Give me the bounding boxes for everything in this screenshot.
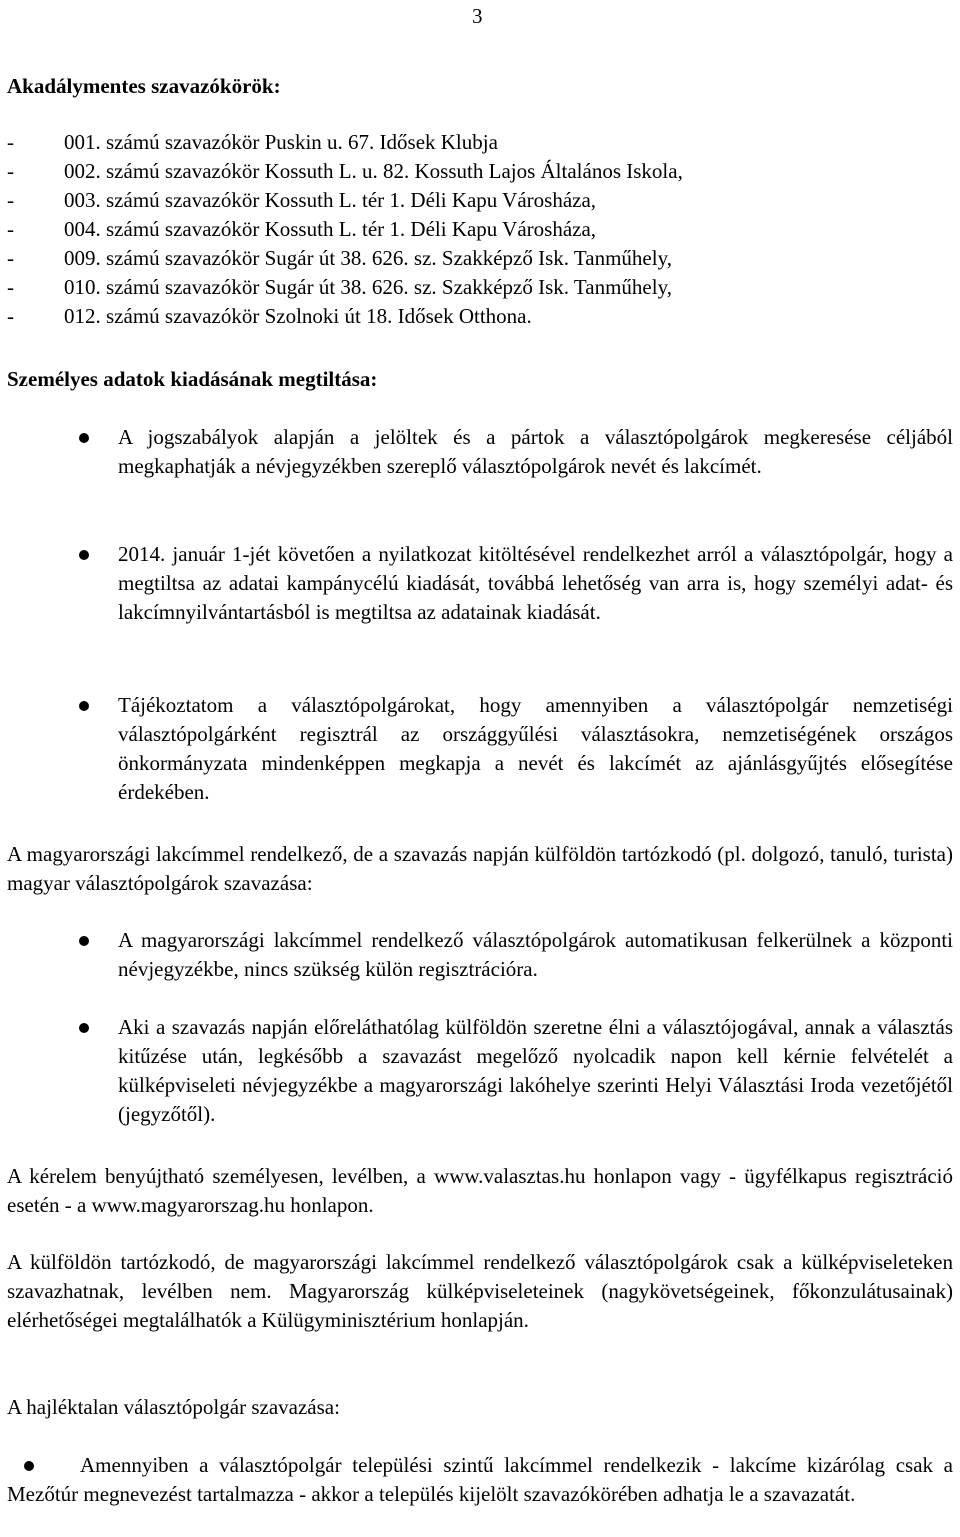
bullet-icon: [79, 1023, 89, 1033]
bullet-icon: [79, 433, 89, 443]
personal-data-heading: Személyes adatok kiadásának megtiltása:: [7, 367, 378, 391]
list-item: - 010. számú szavazókör Sugár út 38. 626. sz. Szakképző Isk. Tanműhely,: [7, 275, 672, 299]
homeless-heading: A hajléktalan választópolgár szavazása:: [7, 1395, 340, 1419]
accessible-heading: Akadálymentes szavazókörök:: [7, 74, 281, 98]
list-item: - 012. számú szavazókör Szolnoki út 18. Idősek Otthona.: [7, 304, 532, 328]
accessible-list: [7, 128, 683, 331]
page-number: 3: [472, 4, 483, 28]
bullet-icon: [79, 550, 89, 560]
homeless-bullet: Amennyiben a választópolgár települési szintű lakcímmel rendelkezik - lakcíme kizárólag csak a Mezőtúr megnevezést tartalmazza - akkor a település kijelölt szavazókörében adhatja le a szavazatát.: [7, 1453, 953, 1506]
list-item: - 004. számú szavazókör Kossuth L. tér 1. Déli Kapu Városháza,: [7, 217, 597, 241]
abroad-bullet-2: Aki a szavazás napján előreláthatólag külföldön szeretne élni a választójogával, annak a választás kitűzése után, legkésőbb a szavazást megelőző nyolcadik napon kell kérnie felvételét a külképviseleti névjegyzékbe a magyarországi lakóhelye szerinti Helyi Választási Iroda vezetőjétől (jegyzőtől).: [118, 1015, 953, 1126]
personal-bullet-1: A jogszabályok alapján a jelöltek és a pártok a választópolgárok megkeresése céljából megkaphatják a névjegyzékben szereplő választópolgárok nevét és lakcímét.: [118, 425, 953, 478]
abroad-intro: A magyarországi lakcímmel rendelkező, de a szavazás napján külföldön tartózkodó (pl. dolgozó, tanuló, turista) magyar választópolgárok szavazása:: [7, 842, 953, 895]
bullet-icon: [79, 701, 89, 711]
list-item: - 001. számú szavazókör Puskin u. 67. Idősek Klubja: [7, 130, 498, 154]
bullet-icon: [79, 936, 89, 946]
request-paragraph: A kérelem benyújtható személyesen, levélben, a www.valasztas.hu honlapon vagy - ügyfélkapus regisztráció esetén - a www.magyarorszag.hu honlapon.: [7, 1164, 953, 1217]
personal-bullet-3: Tájékoztatom a választópolgárokat, hogy amennyiben a választópolgár nemzetiségi választópolgárként regisztrál az országgyűlési választásokra, nemzetiségének országos önkormányzata mindenképpen megkapja a nevét és lakcímét az ajánlásgyűjtés elősegítése érdekében.: [118, 693, 953, 804]
personal-bullet-2: 2014. január 1-jét követően a nyilatkozat kitöltésével rendelkezhet arról a választópolgár, hogy a megtiltsa az adatai kampánycélú kiadását, továbbá lehetőség van arra is, hogy személyi adat- és lakcímnyilvántartásból is megtiltsa az adatainak kiadását.: [118, 542, 953, 624]
abroad-residents-paragraph: A külföldön tartózkodó, de magyarországi lakcímmel rendelkező választópolgárok csak a külképviseleteken szavazhatnak, levélben nem. Magyarország külképviseleteinek (nagykövetségeinek, főkonzulátusainak) elérhetőségei megtalálhatók a Külügyminisztérium honlapján.: [7, 1250, 953, 1332]
list-item: - 002. számú szavazókör Kossuth L. u. 82. Kossuth Lajos Általános Iskola,: [7, 159, 683, 183]
list-item: - 009. számú szavazókör Sugár út 38. 626. sz. Szakképző Isk. Tanműhely,: [7, 246, 672, 270]
list-item: - 003. számú szavazókör Kossuth L. tér 1. Déli Kapu Városháza,: [7, 188, 597, 212]
abroad-bullet-1: A magyarországi lakcímmel rendelkező választópolgárok automatikusan felkerülnek a központi névjegyzékbe, nincs szükség külön regisztrációra.: [118, 928, 953, 981]
